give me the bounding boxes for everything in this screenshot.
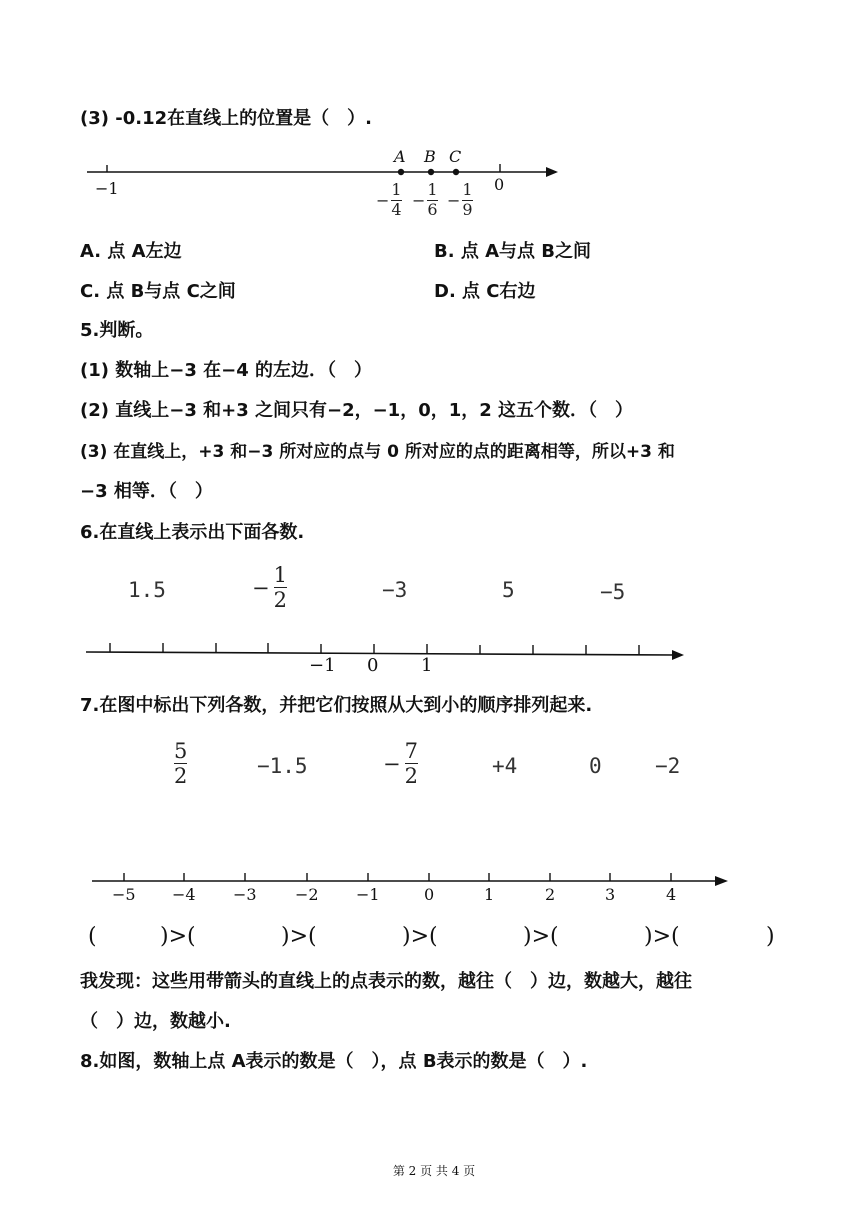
q5-item-1: (1) 数轴上−3 在−4 的左边．（ ） [80, 360, 372, 381]
q7-number-plus-4: +4 [492, 754, 518, 778]
q7-number-minus-1-5: −1.5 [257, 754, 308, 778]
q6-axis-label-1: 1 [421, 655, 433, 676]
option-c[interactable]: C. 点 B与点 C之间 [80, 281, 236, 302]
q7-axis-label-minus-4: −4 [172, 885, 196, 904]
q7-fraction-5-2: 5 2 [174, 739, 188, 789]
axis-label-zero: 0 [494, 175, 505, 194]
q7-axis-label-minus-5: −5 [112, 885, 136, 904]
q7-axis-label-2: 2 [545, 885, 556, 904]
q7-axis-label-0: 0 [424, 885, 435, 904]
q5-item-3: (3) 在直线上，+3 和−3 所对应的点与 0 所对应的点的距离相等，所以+3 和 [80, 442, 675, 462]
option-b[interactable]: B. 点 A与点 B之间 [434, 241, 592, 262]
point-a-label: A [394, 147, 406, 166]
q6-title: 6.在直线上表示出下面各数. [80, 522, 305, 543]
q7-number-minus-2: −2 [655, 754, 681, 778]
page-footer: 第 2 页 共 4 页 [392, 1164, 476, 1178]
q7-discovery-line-2: （ ）边，数越小. [80, 1011, 231, 1032]
q6-number-minus-5: −5 [600, 580, 626, 604]
order-blank-4[interactable]: )>( [402, 924, 438, 949]
q7-axis-label-minus-2: −2 [295, 885, 319, 904]
q6-axis-label-minus-1: −1 [309, 655, 336, 676]
option-d[interactable]: D. 点 C右边 [434, 281, 536, 302]
q6-number-minus-3: −3 [382, 578, 408, 602]
order-blank-2[interactable]: )>( [160, 924, 196, 949]
q7-number-0: 0 [589, 754, 602, 778]
q6-axis-label-0: 0 [367, 655, 379, 676]
q6-number-5: 5 [502, 578, 515, 602]
point-b-label: B [424, 147, 436, 166]
q5-title: 5.判断。 [80, 320, 154, 341]
q7-axis-label-4: 4 [666, 885, 677, 904]
q7-discovery-line-1: 我发现：这些用带箭头的直线上的点表示的数，越往（ ）边，数越大，越往 [80, 971, 692, 992]
q4-3-stem: (3) -0.12在直线上的位置是（ ）. [80, 108, 372, 129]
fraction-minus-one-sixth: − 1 6 [412, 180, 438, 219]
fraction-minus-one-ninth: − 1 9 [447, 180, 473, 219]
q7-fraction-minus-7-2: − 7 2 [383, 739, 418, 789]
q7-axis-label-1: 1 [484, 885, 495, 904]
q8-stem: 8.如图，数轴上点 A表示的数是（ ），点 B表示的数是（ ）. [80, 1051, 588, 1072]
option-a[interactable]: A. 点 A左边 [80, 241, 182, 262]
axis-label-minus-one: −1 [95, 179, 119, 198]
fraction-minus-one-quarter: − 1 4 [376, 180, 402, 219]
point-c-label: C [449, 147, 462, 166]
order-blank-5[interactable]: )>( [523, 924, 559, 949]
order-blank-6[interactable]: )>( [644, 924, 680, 949]
q5-item-3-cont: −3 相等．（ ） [80, 481, 213, 502]
q7-axis-label-3: 3 [605, 885, 616, 904]
order-blank-7[interactable]: ) [766, 924, 775, 949]
order-blank-3[interactable]: )>( [281, 924, 317, 949]
q6-number-1-5: 1.5 [128, 578, 166, 602]
order-blank-1[interactable]: ( [88, 924, 97, 949]
q7-axis-label-minus-3: −3 [233, 885, 257, 904]
q7-title: 7.在图中标出下列各数，并把它们按照从大到小的顺序排列起来. [80, 695, 593, 716]
q7-axis-label-minus-1: −1 [356, 885, 380, 904]
q5-item-2: (2) 直线上−3 和+3 之间只有−2，−1，0，1，2 这五个数．（ ） [80, 400, 634, 421]
q6-fraction-minus-half: − 1 2 [252, 563, 287, 613]
